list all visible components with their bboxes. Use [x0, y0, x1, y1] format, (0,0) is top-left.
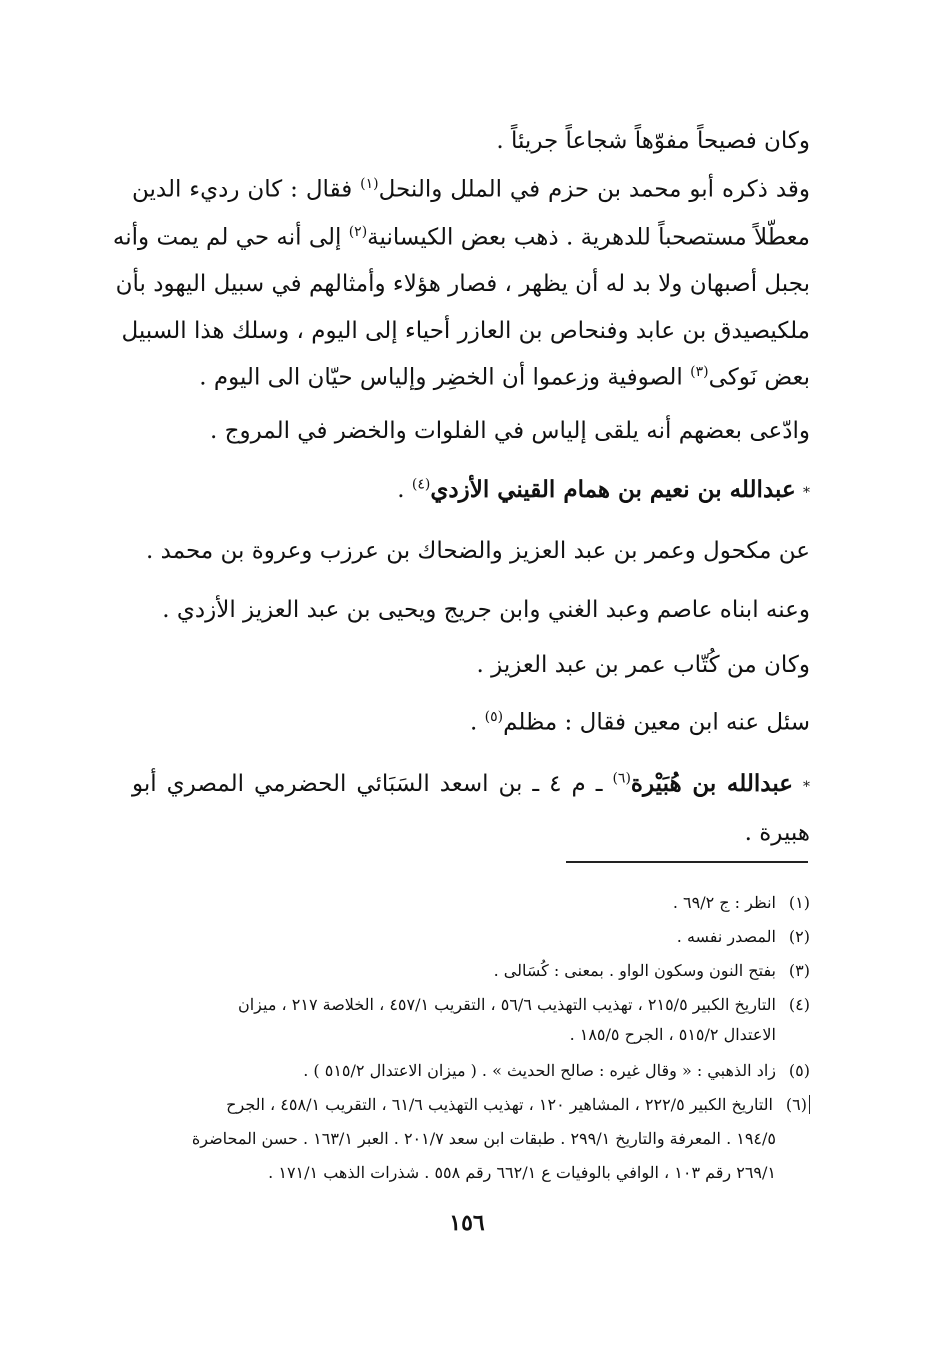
text-line: وكان فصيحاً مفوّهاً شجاعاً جريئاً . [496, 128, 810, 154]
footnote [132, 1061, 810, 1080]
footnote-text: بفتح النون وسكون الواو . بمعنى : كُسَالى . [493, 961, 776, 980]
footnote-continuation [132, 1129, 810, 1148]
text-segment: وقد ذكره أبو محمد بن حزم في الملل والنحل [378, 176, 810, 203]
footnote [132, 995, 810, 1014]
text-line: وادّعى بعضهم أنه يلقى إلياس في الفلوات والخضر في المروج . [210, 418, 810, 444]
footnote-text: المصدر نفسه . [676, 927, 776, 946]
text-segment: إلى أنه حي لم يمت وأنه [112, 224, 342, 251]
footnote-text: انظر : ج ٦٩/٢ . [672, 893, 776, 912]
line-4 [115, 271, 810, 297]
line-10 [132, 652, 810, 678]
text-line: ملكيصيدق بن عابد وفنحاص بن العازر أحياء إلى اليوم ، وسلك هذا السبيل [121, 318, 810, 344]
footnote [132, 927, 810, 946]
line-1 [132, 128, 810, 154]
footnote-text: زاد الذهبي : « وقال غيره : صالح الحديث » . ( ميزان الاعتدال ٥١٥/٢ ) . [303, 1061, 776, 1080]
text-segment: معطّلاً مستصحباً للدهرية . ذهب بعض الكيسانية [367, 224, 810, 251]
line-7 [132, 418, 810, 444]
text-segment: . [397, 477, 405, 503]
line-11 [132, 709, 810, 736]
line-2 [132, 176, 810, 203]
footnote-ref: (٣) [690, 364, 709, 380]
text-segment: ـ م ٤ ـ بن اسعد السَبَائي الحضرمي المصري أبو [132, 771, 603, 797]
bullet-star: * [803, 779, 811, 795]
footnote-number: (٢) [788, 927, 810, 946]
line-5 [121, 318, 810, 344]
text-line: بجبل أصبهان ولا بد له أن يظهر ، فصار هؤلاء وأمثالهم في سبيل اليهود بأن [115, 271, 810, 297]
text-line: وكان من كُتّاب عمر بن عبد العزيز . [476, 652, 810, 678]
footnote-continuation [132, 1163, 810, 1182]
line-3 [112, 224, 810, 251]
footnote-number: (٣) [788, 961, 810, 980]
entry-name: عبدالله بن هُبَيْرة [630, 770, 794, 797]
footnote-text: ٢٦٩/١ رقم ١٠٣ ، الوافي بالوفيات ع ٦٦٢/١ رقم ٥٥٨ . شذرات الذهب ١٧١/١ . [268, 1163, 776, 1182]
footnote-text: التاريخ الكبير ٢٢٢/٥ ، المشاهير ١٢٠ ، تهذيب التهذيب ٦١/٦ ، التقريب ٤٥٨/١ ، الجرح [226, 1095, 773, 1114]
footnote [132, 961, 810, 980]
footnote [132, 893, 810, 912]
line-6 [132, 364, 810, 391]
footnote-ref: (٢) [348, 224, 368, 240]
text-segment: الصوفية وزعموا أن الخضِر وإلياس حيّان الى اليوم . [199, 364, 683, 391]
footnote-number: (٤) [788, 995, 810, 1014]
bullet-star: * [803, 485, 810, 501]
page-number: ١٥٦ [449, 1210, 485, 1236]
entry-name: عبدالله بن نعيم بن همام القيني الأزدي [430, 476, 796, 503]
footnote-ref: (٦) [612, 770, 631, 787]
text-line: هبيرة . [744, 820, 810, 846]
line-9 [132, 597, 810, 623]
text-line: عن مكحول وعمر بن عبد العزيز والضحاك بن عرزب وعروة بن محمد . [146, 538, 810, 564]
text-segment: . [470, 709, 478, 736]
footnote-text: التاريخ الكبير ٢١٥/٥ ، تهذيب التهذيب ٥٦/٦ ، التقريب ٤٥٧/١ ، الخلاصة ٢١٧ ، ميزان [237, 995, 776, 1014]
footnote-number: (٥) [788, 1061, 810, 1080]
footnote-ref: (٤) [411, 476, 431, 493]
footnote-number: (٦) [773, 1095, 810, 1114]
heading-1 [132, 476, 810, 503]
line-8 [132, 538, 810, 564]
heading-2 [132, 770, 810, 797]
footnote-text: الاعتدال ٥١٥/٢ ، الجرح ١٨٥/٥ . [569, 1025, 776, 1044]
footnote-ref: (٥) [484, 709, 504, 725]
text-segment: بعض نَوكى [708, 364, 810, 391]
footnote-text: ١٩٤/٥ . المعرفة والتاريخ ٢٩٩/١ . طبقات ابن سعد ٢٠١/٧ . العبر ١٦٣/١ . حسن المحاضرة [191, 1129, 776, 1148]
footnote [132, 1095, 810, 1114]
text-segment: سئل عنه ابن معين فقال : مظلم [503, 709, 810, 736]
text-segment: فقال : كان رديء الدين [132, 176, 353, 203]
footnote-number: (١) [788, 893, 810, 912]
footnote-ref: (١) [360, 176, 379, 192]
text-line: وعنه ابناه عاصم وعبد الغني وابن جريج ويحيى بن عبد العزيز الأزدي . [162, 597, 810, 623]
line-12 [132, 820, 810, 846]
footnote-separator [566, 861, 808, 863]
footnote-continuation [132, 1025, 810, 1044]
